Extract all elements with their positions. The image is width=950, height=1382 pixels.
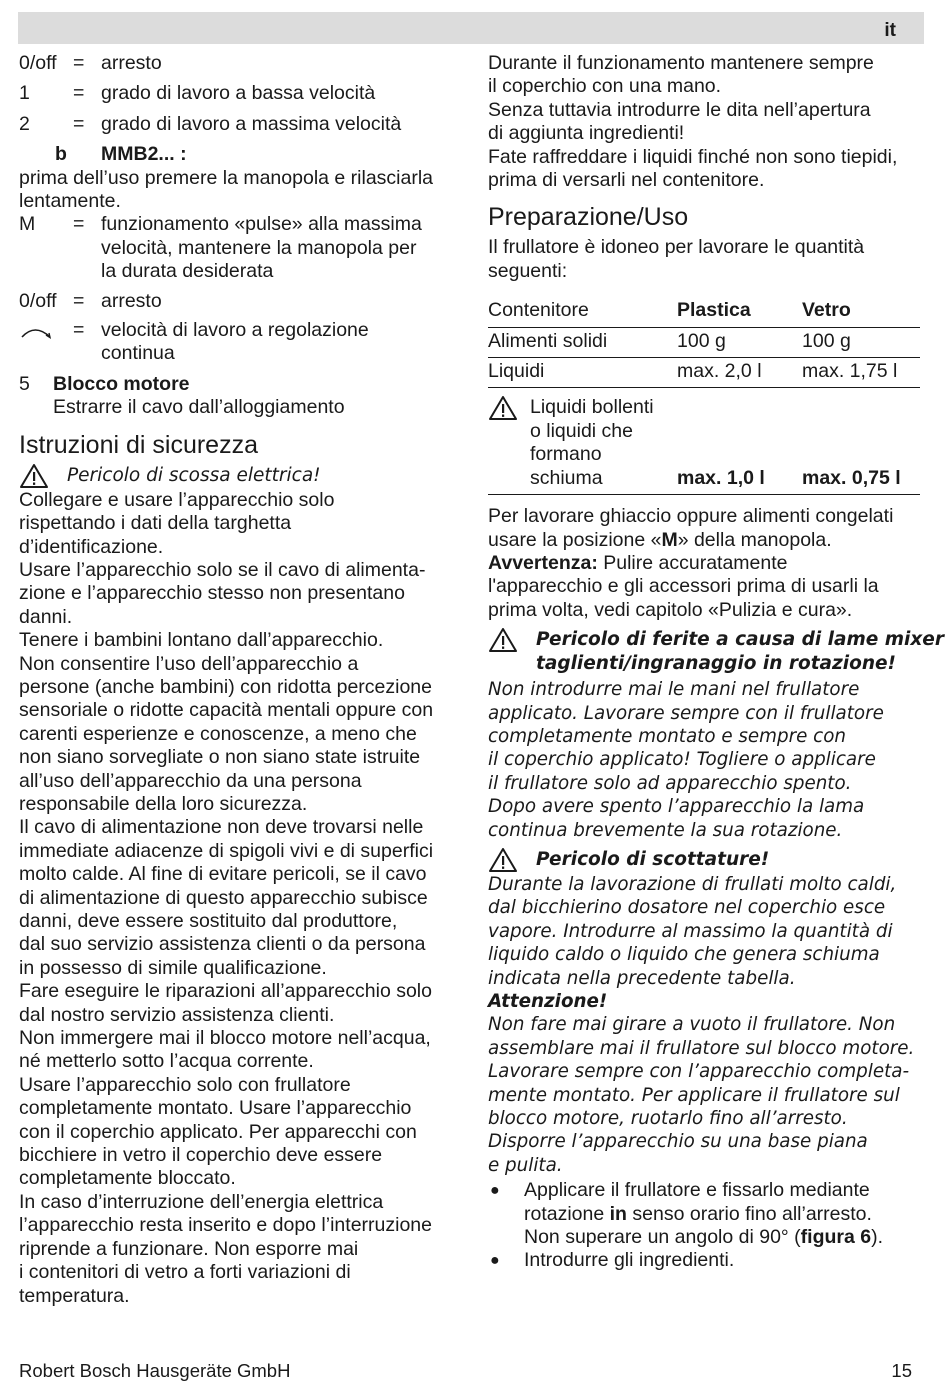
bullet-icon: ●	[490, 1182, 500, 1200]
text-line: blocco motore, ruotarlo fino all’arresto.	[488, 1108, 848, 1130]
text-line: dal bicchierino dosatore nel coperchio esce	[488, 897, 886, 919]
text-line: Dopo avere spento l’apparecchio la lama	[488, 796, 865, 818]
text-line: assemblare mai il frullatore sul blocco motore.	[488, 1037, 915, 1059]
text-line: vapore. Introdurre al massimo la quantità di	[488, 920, 893, 942]
warning-icon	[488, 847, 518, 873]
table-cell: Liquidi bollenti	[530, 396, 654, 419]
table-header-cell: Vetro	[802, 293, 920, 327]
page-number: 15	[891, 1360, 912, 1381]
text-line: Usare l’apparecchio solo con frullatore	[19, 1073, 351, 1096]
attention-text	[488, 1013, 924, 1177]
text-line: Senza tuttavia introdurre le dita nell’apertura	[488, 98, 871, 121]
text-line: in possesso di simile qualificazione.	[19, 956, 327, 979]
table-cell: Alimenti solidi	[488, 327, 677, 357]
list-item: ● Introdurre gli ingredienti.	[490, 1249, 735, 1272]
bullet-icon: ●	[490, 1252, 500, 1270]
text-line: Durante la lavorazione di frullati molto caldi,	[488, 873, 897, 895]
text-line: d’identificazione.	[19, 535, 164, 558]
language-label: it	[884, 20, 896, 41]
list-item: ● Applicare il frullatore e fissarlo mediante rotazione in senso orario fino all’arresto. Non superare un angolo di 90° (figura 6).	[490, 1179, 884, 1249]
quantity-table	[488, 293, 920, 495]
text-line: Collegare e usare l’apparecchio solo	[19, 488, 335, 511]
table-cell: o liquidi che	[530, 419, 633, 442]
text-line: il frullatore solo ad apparecchio spento.	[488, 772, 852, 794]
attention-label: Attenzione!	[488, 991, 608, 1012]
text-line: danni.	[19, 605, 73, 628]
warning-icon	[488, 395, 518, 421]
text-line: il coperchio applicato! Togliere o applicare	[488, 749, 876, 771]
ice-text-line: Per lavorare ghiaccio oppure alimenti congelati	[488, 505, 894, 528]
text-line: i contenitori di vetro a forti variazioni di	[19, 1261, 351, 1284]
text-line: completamente montato. Usare l’apparecchio	[19, 1097, 412, 1120]
text-line: né metterlo sotto l’acqua corrente.	[19, 1050, 314, 1073]
ice-text-line: usare la posizione «M» della manopola.	[488, 528, 832, 551]
blade-text	[488, 678, 924, 842]
text-line: Fate raffreddare i liquidi finché non sono tiepidi,	[488, 145, 898, 168]
list-item: = velocità di lavoro a regolazione continua	[19, 319, 455, 366]
text-line: e pulita.	[488, 1154, 563, 1176]
text-line: responsabile della loro sicurezza.	[19, 792, 308, 815]
text-line: all’uso dell’apparecchio da una persona	[19, 769, 362, 792]
table-cell: max. 2,0 l	[677, 358, 802, 388]
table-header-cell: Plastica	[677, 293, 802, 327]
text-line: completamente montato e sempre con	[488, 725, 846, 747]
table-cell: max. 0,75 l	[802, 388, 920, 495]
text-line: Durante il funzionamento mantenere sempre	[488, 52, 874, 74]
intro-text	[488, 52, 924, 192]
text-line: Fare eseguire le riparazioni all’apparecchio solo	[19, 980, 432, 1003]
text-line: continua brevemente la sua rotazione.	[488, 819, 843, 841]
safety-body	[19, 489, 455, 1308]
notice-line: l'apparecchio e gli accessori prima di usarli la	[488, 575, 879, 598]
text-line: molto calde. Al fine di evitare pericoli, se il cavo	[19, 863, 427, 886]
header-bar	[18, 12, 924, 44]
text-line: persone (anche bambini) con ridotta percezione	[19, 675, 432, 698]
prep-text-line: seguenti:	[488, 259, 568, 282]
text-line: dal suo servizio assistenza clienti o da persona	[19, 933, 426, 956]
text-line: l’apparecchio resta inserito e dopo l’interruzione	[19, 1214, 432, 1237]
text-line: sensoriale o ridotte capacità mentali oppure con	[19, 699, 434, 722]
prep-text-line: Il frullatore è idoneo per lavorare le quantità	[488, 236, 865, 259]
footer-company: Robert Bosch Hausgeräte GmbH	[19, 1360, 291, 1381]
text-line: carenti esperienze e conoscenze, a meno che	[19, 722, 417, 745]
text-line: applicato. Lavorare sempre con il frullatore	[488, 702, 884, 724]
list-item: 0/off = arresto	[19, 52, 162, 74]
text-line: temperatura.	[19, 1284, 130, 1307]
text-line: Tenere i bambini lontano dall’apparecchio.	[19, 629, 384, 652]
list-item: 1 = grado di lavoro a bassa velocità	[19, 82, 376, 105]
text-line: dal nostro servizio assistenza clienti.	[19, 1003, 335, 1026]
scald-text	[488, 873, 924, 990]
notice-line: Avvertenza: Pulire accuratamente	[488, 551, 788, 574]
model-text-line: lentamente.	[19, 190, 121, 213]
left-column	[19, 52, 455, 1308]
table-row	[488, 388, 920, 495]
text-line: mente montato. Per applicare il frullatore sul	[488, 1084, 900, 1106]
text-line: bicchiere in vetro il coperchio deve essere	[19, 1144, 383, 1167]
table-cell: max. 1,75 l	[802, 358, 920, 388]
variable-speed-icon	[19, 322, 53, 340]
list-item: 0/off = arresto	[19, 289, 162, 312]
scald-warning: Pericolo di scottature!	[488, 848, 924, 873]
motor-block-item: 5 Blocco motore	[19, 372, 190, 395]
text-line: completamente bloccato.	[19, 1167, 236, 1190]
text-line: rispettando i dati della targhetta	[19, 512, 292, 535]
notice-line: prima volta, vedi capitolo «Pulizia e cura».	[488, 598, 853, 621]
list-item: 2 = grado di lavoro a massima velocità	[19, 112, 402, 135]
text-line: indicata nella precedente tabella.	[488, 967, 796, 989]
warning-icon	[488, 627, 518, 653]
table-cell: 100 g	[802, 327, 920, 357]
text-line: di alimentazione di questo apparecchio subisce	[19, 886, 428, 909]
text-line: di aggiunta ingredienti!	[488, 122, 685, 145]
preparation-title: Preparazione/Uso	[488, 203, 689, 232]
warning-icon	[19, 463, 49, 489]
table-header-row	[488, 293, 920, 327]
text-line: prima di versarli nel contenitore.	[488, 169, 765, 192]
text-line: Non immergere mai il blocco motore nell’acqua,	[19, 1027, 431, 1050]
table-header-cell: Contenitore	[488, 293, 677, 327]
text-line: immediate adiacenze di spigoli vivi e di superfici	[19, 839, 434, 862]
list-item: M = funzionamento «pulse» alla massima velocità, mantenere la manopola per la durata desiderata	[19, 213, 422, 283]
text-line: il coperchio con una mano.	[488, 75, 722, 98]
text-line: danni, deve essere sostituito dal produttore,	[19, 910, 398, 932]
text-line: riprende a funzionare. Non esporre mai	[19, 1237, 359, 1260]
text-line: con il coperchio applicato. Per apparecchi con	[19, 1120, 417, 1143]
table-cell: max. 1,0 l	[677, 388, 802, 495]
table-row	[488, 327, 920, 357]
text-line: Disporre l’apparecchio su una base piana	[488, 1131, 868, 1153]
table-cell: Liquidi	[488, 358, 677, 388]
text-line: zione e l’apparecchio stesso non presentano	[19, 582, 405, 605]
right-column	[488, 52, 944, 1273]
safety-title: Istruzioni di sicurezza	[19, 430, 258, 459]
motor-block-text: Estrarre il cavo dall’alloggiamento	[53, 396, 345, 419]
model-text-line: prima dell’uso premere la manopola e rilasciarla	[19, 166, 434, 189]
switch-positions-list-2	[19, 213, 455, 419]
text-line: Non introdurre mai le mani nel frullatore	[488, 679, 860, 701]
text-line: Non consentire l’uso dell’apparecchio a	[19, 652, 359, 675]
table-row	[488, 358, 920, 388]
table-cell: schiuma	[530, 466, 603, 489]
switch-positions-list	[19, 52, 455, 167]
table-cell: 100 g	[677, 327, 802, 357]
text-line: Non fare mai girare a vuoto il frullatore. Non	[488, 1014, 896, 1036]
model-row: b MMB2... :	[55, 143, 187, 166]
blade-warning: Pericolo di ferite a causa di lame mixer taglienti/ingranaggio in rotazione!	[488, 628, 924, 676]
text-line: In caso d’interruzione dell’energia elettrica	[19, 1190, 384, 1213]
table-cell: formano	[530, 443, 602, 466]
text-line: Usare l’apparecchio solo se il cavo di alimenta-	[19, 558, 426, 581]
text-line: Il cavo di alimentazione non deve trovarsi nelle	[19, 816, 424, 839]
text-line: Lavorare sempre con l’apparecchio completa-	[488, 1061, 910, 1083]
text-line: non siano sorvegliate o non siano state istruite	[19, 746, 421, 769]
shock-warning: Pericolo di scossa elettrica!	[19, 464, 455, 489]
text-line: liquido caldo o liquido che genera schiuma	[488, 944, 880, 966]
